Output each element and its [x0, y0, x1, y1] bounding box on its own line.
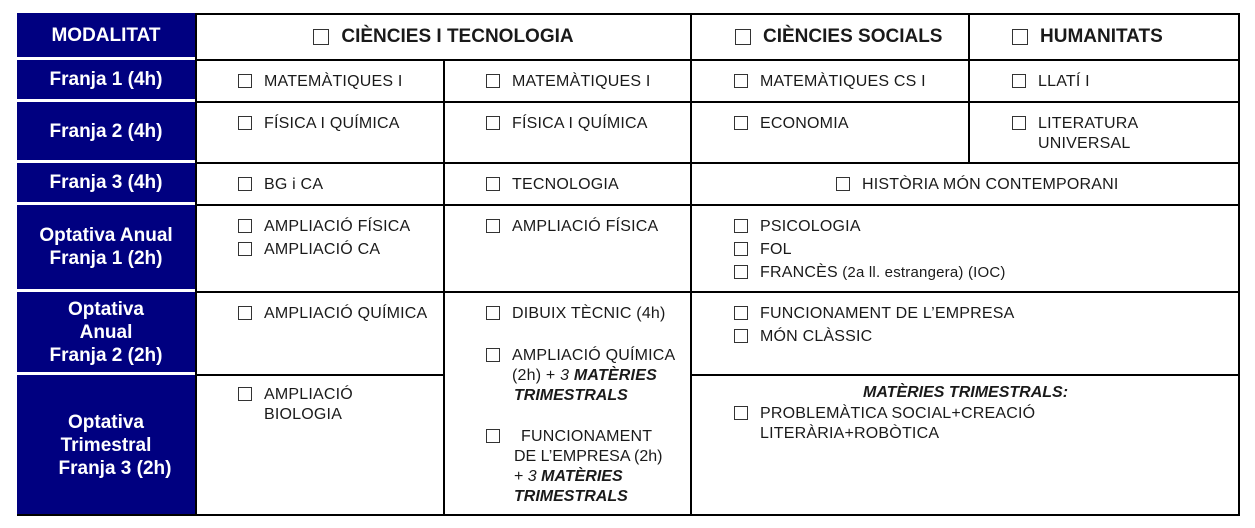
option-label-line: (2h) + — [512, 367, 561, 384]
option-label: ECONOMIA — [760, 115, 849, 132]
option-label: AMPLIACIÓ FÍSICA — [512, 218, 659, 235]
checkbox-icon[interactable] — [734, 219, 748, 233]
option-label — [264, 385, 353, 425]
opt-anual-f1-line1: Optativa Anual — [39, 225, 173, 246]
option-label-main: FRANCÈS — [760, 264, 838, 281]
option-label-line: PROBLEMÀTICA SOCIAL+CREACIÓ — [760, 405, 1036, 422]
option-label: FÍSICA I QUÍMICA — [264, 115, 400, 132]
modalitat-table — [17, 13, 1240, 516]
option-ampliacio-biologia[interactable] — [238, 385, 353, 425]
col-header-ciencies-socials[interactable] — [692, 15, 968, 59]
option-label: HISTÒRIA MÓN CONTEMPORANI — [862, 176, 1119, 193]
option-f2-ct1[interactable] — [238, 114, 400, 134]
grid-line — [690, 13, 692, 516]
option-label: MATEMÀTIQUES I — [512, 73, 651, 90]
checkbox-icon[interactable] — [734, 329, 748, 343]
trimestrals-label — [514, 386, 628, 406]
checkbox-icon[interactable] — [735, 29, 751, 45]
checkbox-icon[interactable] — [486, 74, 500, 88]
option-label-bold: TRIMESTRALS — [514, 387, 628, 404]
option-label-line: DE L’EMPRESA (2h) — [514, 448, 663, 465]
grid-line — [196, 204, 1240, 206]
checkbox-icon[interactable] — [238, 177, 252, 191]
option-ampliacio-quimica-trimestrals[interactable] — [486, 346, 675, 386]
opt-trim-f3-line1: Optativa — [67, 412, 145, 433]
option-label: PSICOLOGIA — [760, 218, 861, 235]
col-header-ciencies-tecnologia[interactable] — [197, 15, 690, 59]
option-label-line: FUNCIONAMENT — [521, 428, 653, 445]
option-oa1-ct2[interactable] — [486, 217, 658, 237]
option-label: LLATÍ I — [1038, 73, 1090, 90]
option-mon-classic[interactable] — [734, 327, 1015, 347]
option-ampliacio-fisica[interactable] — [238, 217, 410, 237]
col-label: CIÈNCIES I TECNOLOGIA — [341, 26, 574, 47]
option-label-line: + — [514, 468, 528, 485]
checkbox-icon[interactable] — [238, 387, 252, 401]
option-label-detail: (2a ll. estrangera) (IOC) — [837, 264, 1006, 281]
option-funcionament-empresa[interactable] — [734, 304, 1015, 324]
option-label-bold: TRIMESTRALS — [514, 488, 628, 505]
checkbox-icon[interactable] — [486, 219, 500, 233]
opt-anual-f2-line3: Franja 2 (2h) — [49, 344, 163, 366]
checkbox-icon[interactable] — [734, 306, 748, 320]
option-label-bold: MATÈRIES — [573, 367, 657, 384]
option-f1-hum[interactable] — [1012, 72, 1090, 92]
row-header-optativa-trimestral-f3 — [17, 375, 196, 516]
option-label — [1038, 114, 1138, 154]
checkbox-icon[interactable] — [836, 177, 850, 191]
option-f2-cs[interactable] — [734, 114, 849, 134]
grid-line — [691, 374, 1240, 376]
option-label-line: LITERÀRIA+ROBÒTICA — [760, 425, 940, 442]
checkbox-icon[interactable] — [734, 242, 748, 256]
option-label-bold: MATÈRIES — [541, 468, 623, 485]
grid-bottom — [17, 514, 1240, 516]
option-f1-ct2[interactable] — [486, 72, 651, 92]
option-psicologia[interactable] — [734, 217, 1006, 237]
option-label: FUNCIONAMENT DE L’EMPRESA — [760, 305, 1015, 322]
option-ampliacio-ca[interactable] — [238, 240, 410, 260]
franja3-label: Franja 3 (4h) — [49, 172, 163, 193]
option-label: TECNOLOGIA — [512, 176, 619, 193]
col-label: CIÈNCIES SOCIALS — [763, 26, 943, 47]
checkbox-icon[interactable] — [486, 348, 500, 362]
option-funcionament-empresa-trimestrals[interactable] — [486, 427, 652, 447]
grid-line — [196, 374, 444, 376]
opt-trim-f3-line3: Franja 3 (2h) — [58, 458, 172, 479]
grid-right — [1238, 13, 1240, 516]
option-f3-ct1[interactable] — [238, 175, 323, 195]
option-label: AMPLIACIÓ QUÍMICA — [264, 305, 428, 322]
option-label-number: 3 — [527, 468, 537, 485]
col-header-humanitats[interactable] — [970, 15, 1238, 59]
option-label-line: AMPLIACIÓ QUÍMICA — [512, 347, 676, 364]
checkbox-icon[interactable] — [734, 406, 748, 420]
franja2-label: Franja 2 (4h) — [49, 120, 163, 142]
option-oa2-ct1[interactable] — [238, 304, 427, 324]
opt-anual-f2-line2: Anual — [79, 321, 133, 343]
cell-oa1-cs-hum — [734, 217, 1006, 283]
row-header-franja3 — [17, 163, 196, 205]
option-label — [512, 427, 652, 447]
checkbox-icon[interactable] — [1012, 74, 1026, 88]
header-modalitat — [17, 13, 196, 60]
option-dibuix-tecnic[interactable] — [486, 304, 666, 324]
option-fol[interactable] — [734, 240, 1006, 260]
checkbox-icon[interactable] — [1012, 29, 1028, 45]
checkbox-icon[interactable] — [734, 74, 748, 88]
option-label-line: LITERATURA — [1038, 115, 1139, 132]
col-label: HUMANITATS — [1040, 26, 1163, 47]
option-label: FOL — [760, 241, 792, 258]
grid-left — [195, 13, 197, 516]
option-f2-ct2[interactable] — [486, 114, 648, 134]
option-problematica-social[interactable] — [734, 404, 1035, 444]
option-label-line: AMPLIACIÓ — [264, 386, 353, 403]
grid-line — [196, 59, 1240, 61]
option-label — [512, 346, 675, 386]
option-label: MATEMÀTIQUES CS I — [760, 73, 926, 90]
option-label: AMPLIACIÓ FÍSICA — [264, 218, 411, 235]
option-label — [760, 404, 1035, 444]
opt-anual-f2-line1: Optativa — [67, 298, 145, 320]
row-header-franja2 — [17, 102, 196, 163]
option-label: MATEMÀTIQUES I — [264, 73, 403, 90]
option-label-line: UNIVERSAL — [1038, 135, 1131, 152]
checkbox-icon[interactable] — [238, 116, 252, 130]
modalitat-label: MODALITAT — [51, 24, 161, 46]
option-label: BG i CA — [264, 176, 324, 193]
checkbox-icon[interactable] — [1012, 116, 1026, 130]
option-label: AMPLIACIÓ CA — [264, 241, 381, 258]
option-label-line: BIOLOGIA — [264, 406, 343, 423]
row-header-optativa-anual-f2 — [17, 292, 196, 375]
checkbox-icon[interactable] — [486, 429, 500, 443]
cell-oa2-cs-hum — [734, 304, 1015, 347]
option-frances[interactable] — [734, 263, 1006, 283]
grid-line — [196, 291, 1240, 293]
checkbox-icon[interactable] — [486, 116, 500, 130]
row-header-franja1 — [17, 60, 196, 102]
grid-line — [196, 162, 1240, 164]
option-label: FÍSICA I QUÍMICA — [512, 115, 648, 132]
franja1-label: Franja 1 (4h) — [49, 69, 163, 90]
option-label — [760, 263, 1006, 283]
option-f2-hum[interactable] — [1012, 114, 1138, 154]
checkbox-icon[interactable] — [734, 265, 748, 279]
option-label-number: 3 — [560, 367, 570, 384]
checkbox-icon[interactable] — [238, 219, 252, 233]
option-f1-ct1[interactable] — [238, 72, 403, 92]
checkbox-icon[interactable] — [486, 177, 500, 191]
option-label: MÓN CLÀSSIC — [760, 328, 873, 345]
option-f1-cs[interactable] — [734, 72, 926, 92]
checkbox-icon[interactable] — [313, 29, 329, 45]
checkbox-icon[interactable] — [238, 74, 252, 88]
checkbox-icon[interactable] — [486, 306, 500, 320]
grid-line — [196, 101, 1240, 103]
checkbox-icon[interactable] — [238, 242, 252, 256]
checkbox-icon[interactable] — [238, 306, 252, 320]
funcionament-empresa-continued — [514, 447, 663, 507]
option-f3-cs-hum[interactable] — [836, 175, 1119, 195]
checkbox-icon[interactable] — [734, 116, 748, 130]
row-header-optativa-anual-f1 — [17, 205, 196, 292]
cell-oa1-ct1 — [238, 217, 410, 260]
opt-trim-f3-line2: Trimestral — [60, 435, 152, 456]
section-title: MATÈRIES TRIMESTRALS: — [862, 384, 1069, 401]
option-f3-ct2[interactable] — [486, 175, 619, 195]
opt-anual-f1-line2: Franja 1 (2h) — [49, 248, 163, 269]
materies-trimestrals-title — [693, 383, 1238, 403]
option-label: DIBUIX TÈCNIC (4h) — [512, 305, 666, 322]
grid-line — [443, 59, 445, 516]
